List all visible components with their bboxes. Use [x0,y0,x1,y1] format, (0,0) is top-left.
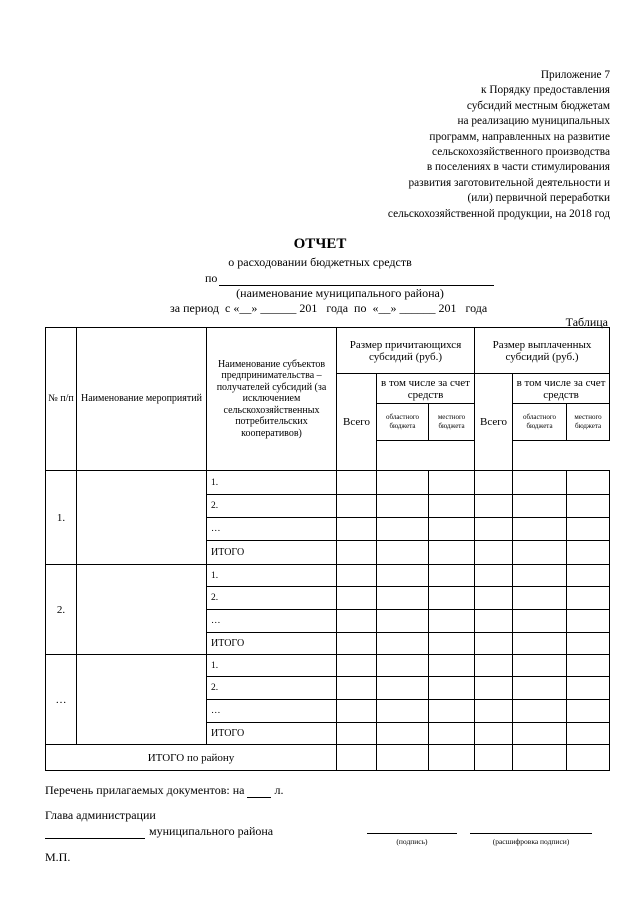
value-cell[interactable] [337,677,377,700]
stamp-label: М.П. [45,850,71,864]
value-cell[interactable] [475,745,513,771]
value-cell[interactable] [513,495,567,518]
appendix-line: сельскохозяйственного производства [432,146,610,159]
subject-cell[interactable]: 2. [207,495,337,518]
value-cell[interactable] [513,633,567,655]
value-cell[interactable] [429,723,475,745]
appendix-line: Приложение 7 [540,69,610,81]
value-cell[interactable] [513,723,567,745]
appendix-line: на реализацию муниципальных [457,115,610,128]
value-cell[interactable] [429,677,475,700]
subject-cell[interactable]: … [207,610,337,633]
value-cell[interactable] [475,700,513,723]
district-hint: (наименование муниципального района) [236,286,444,300]
value-cell[interactable] [567,700,610,723]
value-cell[interactable] [377,677,429,700]
subtotal-label: ИТОГО [207,633,337,655]
value-cell[interactable] [475,495,513,518]
value-cell[interactable] [377,541,429,565]
value-cell[interactable] [377,610,429,633]
value-cell[interactable] [429,495,475,518]
value-cell[interactable] [377,655,429,677]
subject-cell[interactable]: 1. [207,565,337,587]
value-cell[interactable] [337,610,377,633]
value-cell[interactable] [567,471,610,495]
value-cell[interactable] [567,610,610,633]
value-cell[interactable] [475,587,513,610]
header-due-total: Всего [337,374,377,471]
value-cell[interactable] [513,700,567,723]
report-subtitle: о расходовании бюджетных средств [228,255,412,269]
value-cell[interactable] [567,518,610,541]
value-cell[interactable] [429,471,475,495]
subtotal-label: ИТОГО [207,723,337,745]
value-cell[interactable] [429,700,475,723]
value-cell[interactable] [475,541,513,565]
header-paid-region: областного бюджета [513,404,567,441]
table-row [46,565,610,587]
value-cell[interactable] [567,633,610,655]
header-paid-total: Всего [475,374,513,471]
group-num: … [46,655,77,745]
header-event: Наименование мероприятий [77,328,207,471]
value-cell[interactable] [475,610,513,633]
po-label: по [205,271,218,285]
period-text-a: за период с « [170,301,240,315]
header-due: Размер причитающихся субсидий (руб.) [337,328,475,374]
appendix-line: субсидий местным бюджетам [466,99,610,112]
subject-cell[interactable]: 1. [207,471,337,495]
value-cell[interactable] [513,655,567,677]
district-blank [219,274,494,286]
header-due-region: областного бюджета [377,404,429,441]
documents-suffix: л. [271,783,284,797]
value-cell[interactable] [475,677,513,700]
value-cell[interactable] [337,495,377,518]
value-cell[interactable] [337,587,377,610]
header-num: № п/п [46,328,77,471]
appendix-line: сельскохозяйственной продукции, на 2018 год [387,207,610,220]
event-cell[interactable] [77,565,207,655]
value-cell[interactable] [377,471,429,495]
appendix-block [388,68,610,222]
value-cell[interactable] [513,677,567,700]
period-text-b: » ______ 201 года по « [251,301,379,315]
event-cell[interactable] [77,471,207,565]
value-cell[interactable] [377,565,429,587]
subject-cell[interactable]: … [207,518,337,541]
period-line [170,301,487,316]
event-cell[interactable] [77,655,207,745]
period-day-end: __ [378,301,391,315]
value-cell[interactable] [513,518,567,541]
header-paid-local: местного бюджета [567,404,610,441]
head-label: Глава администрации [45,808,156,822]
documents-line [45,783,283,798]
grand-total-label: ИТОГО по району [46,745,337,771]
decode-caption: (расшифровка подписи) [492,837,570,846]
table-label: Таблица [565,315,608,329]
value-cell[interactable] [567,677,610,700]
group-num: 2. [46,565,77,655]
value-cell[interactable] [429,633,475,655]
value-cell[interactable] [475,633,513,655]
value-cell[interactable] [567,565,610,587]
value-cell[interactable] [513,471,567,495]
value-cell[interactable] [567,541,610,565]
header-paid: Размер выплаченных субсидий (руб.) [475,328,610,374]
appendix-line: к Порядку предоставления [481,84,610,97]
value-cell[interactable] [337,723,377,745]
appendix-line: развития заготовительной деятельности и [408,176,610,189]
header-due-local: местного бюджета [429,404,475,441]
value-cell[interactable] [429,518,475,541]
value-cell[interactable] [567,745,610,771]
value-cell[interactable] [377,518,429,541]
signature-blank[interactable] [367,833,457,834]
value-cell[interactable] [429,541,475,565]
report-table [45,327,610,771]
district-label: муниципального района [149,824,274,838]
district-signature-line [45,824,273,839]
district-line [205,271,494,286]
district-name-blank[interactable] [45,828,145,839]
value-cell[interactable] [475,655,513,677]
value-cell[interactable] [429,565,475,587]
report-title: ОТЧЕТ [293,236,347,252]
value-cell[interactable] [429,655,475,677]
value-cell[interactable] [377,700,429,723]
value-cell[interactable] [475,471,513,495]
header-subject: Наименование субъектов предпринимательства – получателей субсидий (за исключением сельскохозяйственных потребительских кооперативов) [207,328,337,471]
table-row [46,745,610,771]
value-cell[interactable] [337,541,377,565]
value-cell[interactable] [429,745,475,771]
value-cell[interactable] [337,655,377,677]
value-cell[interactable] [377,587,429,610]
value-cell[interactable] [337,700,377,723]
value-cell[interactable] [513,541,567,565]
value-cell[interactable] [567,495,610,518]
value-cell[interactable] [337,471,377,495]
appendix-line: программ, направленных на развитие [429,130,610,143]
documents-count-blank[interactable] [247,787,271,798]
appendix-line: в поселениях в части стимулирования [426,161,610,174]
value-cell[interactable] [337,518,377,541]
period-text-c: » ______ 201 года [390,301,488,315]
period-day-start: __ [239,301,252,315]
value-cell[interactable] [513,565,567,587]
header-due-incl: в том числе за счет средств [377,374,475,404]
appendix-line: (или) первичной переработки [467,192,610,205]
subtotal-label: ИТОГО [207,541,337,565]
value-cell[interactable] [429,610,475,633]
value-cell[interactable] [567,587,610,610]
value-cell[interactable] [377,723,429,745]
documents-label: Перечень прилагаемых документов: на [45,783,248,797]
value-cell[interactable] [513,610,567,633]
header-paid-incl: в том числе за счет средств [513,374,610,404]
value-cell[interactable] [377,495,429,518]
value-cell[interactable] [567,723,610,745]
subject-cell[interactable]: 2. [207,587,337,610]
value-cell[interactable] [429,587,475,610]
value-cell[interactable] [377,633,429,655]
table-row [46,471,610,495]
value-cell[interactable] [475,723,513,745]
table-row [46,655,610,677]
value-cell[interactable] [513,587,567,610]
value-cell[interactable] [475,565,513,587]
subject-cell[interactable]: 2. [207,677,337,700]
signature-caption: (подпись) [396,837,428,846]
value-cell[interactable] [377,745,429,771]
group-num: 1. [46,471,77,565]
value-cell[interactable] [567,655,610,677]
value-cell[interactable] [513,745,567,771]
subject-cell[interactable]: 1. [207,655,337,677]
signature-decode-blank[interactable] [470,833,592,834]
value-cell[interactable] [337,565,377,587]
value-cell[interactable] [337,745,377,771]
value-cell[interactable] [337,633,377,655]
subject-cell[interactable]: … [207,700,337,723]
value-cell[interactable] [475,518,513,541]
